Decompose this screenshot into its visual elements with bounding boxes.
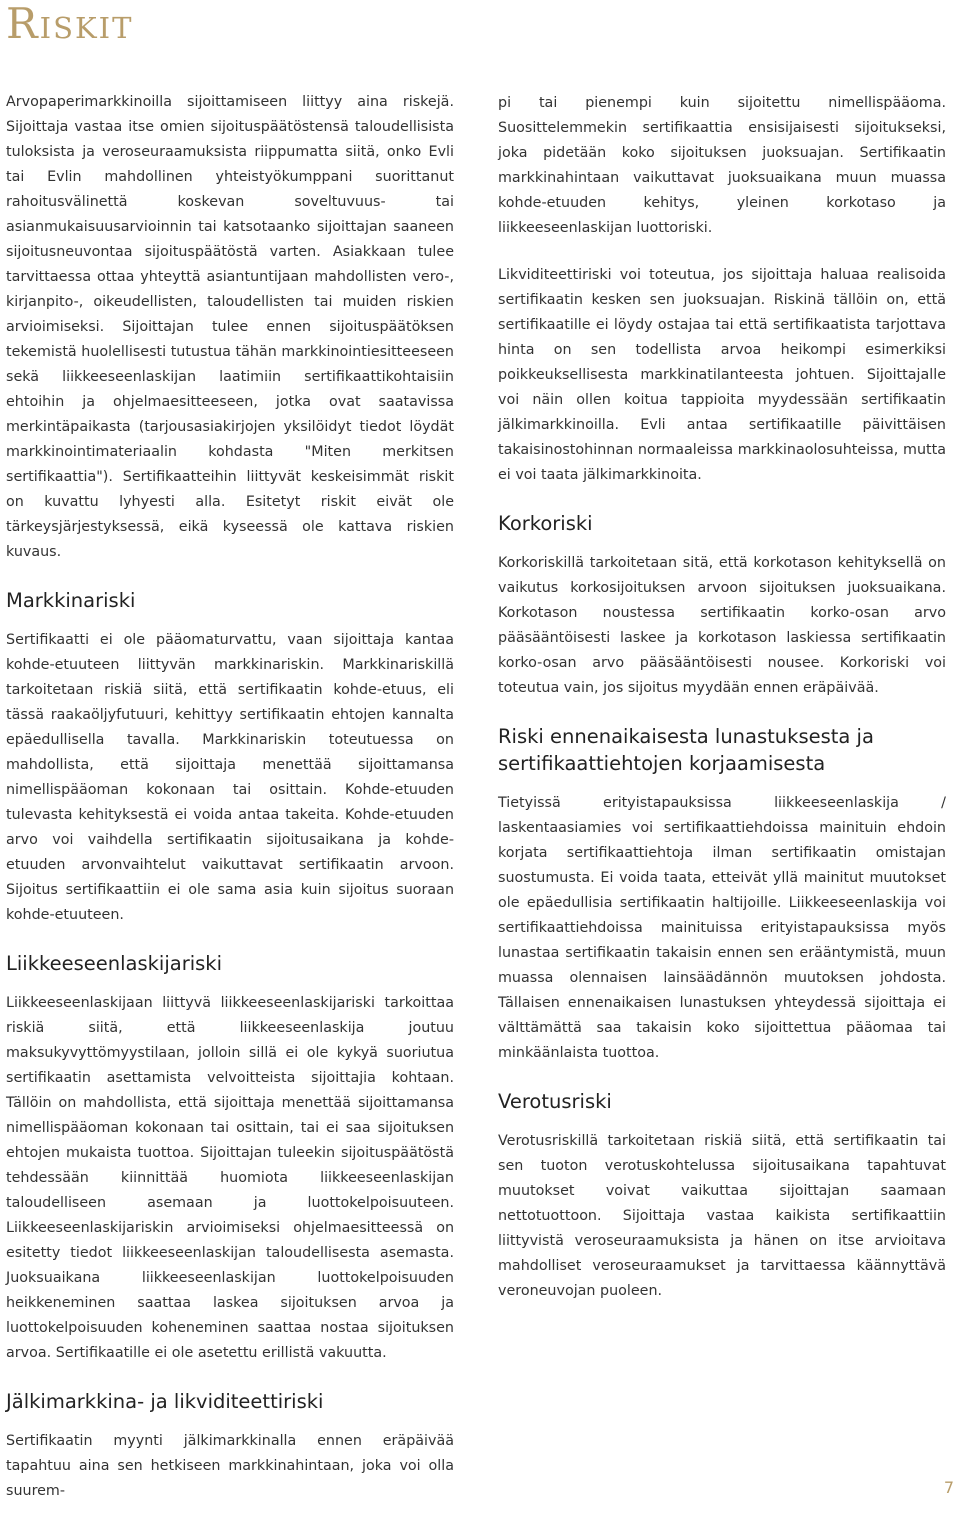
early-redemption-heading: Riski ennenaikaisesta lunastuksesta ja sertifikaattiehtojen korjaamisesta [498,725,874,775]
secondary-market-continued: pi tai pienempi kuin sijoitettu nimellispääoma. Suosittelemmekin sertifikaattia ensisijaisesti sijoitukseksi, joka pidetään koko sijoituksen juoksuajan. Sertifikaatin markkinahintaan vaikuttavat juoksuaikana muun muassa kohde-etuuden kehitys, yleinen korkotaso ja liikkeeseenlaskijan luottoriski. [498,95,946,236]
interest-risk-paragraph: Korkoriskillä tarkoitetaan sitä, että korkotason kehityksellä on vaikutus korkosijoituksen arvoon sijoituksen juoksuaikana. Korkotason noustessa sertifikaatin korko-osan arvo pääsääntöisesti laskee ja korkotason laskiessa sertifikaatin korko-osan arvo pääsääntöisesti nousee. Korkoriski voi toteutua vain, jos sijoitus myydään ennen eräpäivää. [498,555,946,696]
early-redemption-paragraph: Tietyissä erityistapauksissa liikkeeseenlaskija / laskentaasiamies voi sertifikaattiehdoissa mainituin ehdoin korjata sertifikaattiehtoja ilman sertifikaatin omistajan suostumusta. Ei voida taata, etteivät yllä mainitut muutokset ole epäedullisia sertifikaatin haltijoille. Liikkeeseenlaskija voi sertifikaattiehdoissa mainituissa erityistapauksissa myös lunastaa sertifikaatin takaisin ennen sen erääntymistä, muun muassa olennaisen lainsäädännön muutoksen johdosta. Tällaisen ennenaikaisen lunastuksen yhteydessä sijoittaja ei välttämättä saa takaisin koko sijoittettua pääomaa tai minkäänlaista tuottoa. [498,795,946,1061]
tax-risk-heading: Verotusriski [498,1090,612,1113]
market-risk-paragraph: Sertifikaatti ei ole pääomaturvattu, vaan sijoittaja kantaa kohde-etuuteen liittyvän markkinariskin. Markkinariskillä tarkoitetaan riskiä siitä, että sertifikaatin kohde-etuus, eli tässä raakaöljyfutuuri, kehittyy sertifikaatin ehtojen kannalta epäedullisella tavalla. Markkinariskin toteutuessa on mahdollista, että sijoittaja menettää sijoittamansa nimellispääoman kokonaan tai osittain. Kohde-etuuden tulevasta kehityksestä ei voida antaa takeita. Kohde-etuuden arvo voi vaihdella sertifikaatin sijoitusaikana ja kohde-etuuden arvonvaihtelut vaikuttavat sertifikaatin arvoon. Sijoitus sertifikaattiin ei ole sama asia kuin sijoitus suoraan kohde-etuuteen. [6,632,454,923]
right-column [498,91,946,1326]
secondary-market-paragraph: Sertifikaatin myynti jälkimarkkinalla ennen eräpäivää tapahtuu aina sen hetkiseen markkinahintaan, joka voi olla suurem- [6,1433,454,1499]
interest-risk-heading: Korkoriski [498,512,593,535]
issuer-risk-heading: Liikkeeseenlaskijariski [6,952,223,975]
liquidity-risk-paragraph: Likviditeettiriski voi toteutua, jos sijoittaja haluaa realisoida sertifikaatin kesken sen juoksuajan. Riskinä tällöin on, että sertifikaatille ei löydy ostajaa tai että sertifikaatista tarjottava hinta on sen todellista arvoa heikompi esimerkiksi poikkeuksellisesta markkinatilanteesta johtuen. Sijoittajalle voi näin ollen koitua tappioita myydessään sertifikaatin jälkimarkkinoilla. Evli antaa sertifikaatille päivittäisen takaisinostohinnan normaaleissa markkinaolosuhteissa, mutta ei voi taata jälkimarkkinoita. [498,267,946,483]
tax-risk-paragraph: Verotusriskillä tarkoitetaan riskiä siitä, että sertifikaatin tai sen tuoton verotuskohtelussa sijoitusaikana tapahtuvat muutokset voivat vaikuttaa sijoittajan saamaan nettotuottoon. Sijoittaja vastaa kaikista sertifikaattiin liittyvistä veroseuraamuksista ja hänen on itse arvioitava mahdolliset veroseuraamukset ja tarvittaessa käännyttävä veroneuvojan puoleen. [498,1133,946,1299]
intro-paragraph: Arvopaperimarkkinoilla sijoittamiseen liittyy aina riskejä. Sijoittaja vastaa itse omien sijoituspäätöstensä taloudellisista tuloksista ja veroseuraamuksista riippumatta siitä, onko Evli tai Evlin mahdollinen yhteistyökumppani suorittanut rahoitusvälinettä koskevan soveltuvuus- tai asianmukaisuusarvioinnin tai katsotaanko sijoittajan saaneen sijoitusneuvontaa sijoituspäätöstä varten. Asiakkaan tulee tarvittaessa ottaa yhteyttä asiantuntijaan mahdollisten vero-, kirjanpito-, oikeudellisten, taloudellisten tai muiden riskien arvioimiseksi. Sijoittajan tulee ennen sijoituspäätöksen tekemistä huolellisesti tutustua tähän markkinointiesitteeseen sekä liikkeeseenlaskijan laatimiin sertifikaattikohtaisiin ehtoihin ja ohjelmaesitteeseen, jotka ovat saatavissa merkintäpaikasta (tarjousasiakirjojen yksilöidyt tiedot löydät markkinointimateriaalin kohdasta "Miten merkitsen sertifikaattia"). Sertifikaatteihin liittyvät keskeisimmät riskit on kuvattu lyhyesti alla. Esitetyt riskit eivät ole tärkeysjärjestyksessä, eikä kyseessä ole kattava riskien kuvaus. [6,94,454,560]
left-column [6,90,454,1526]
page-number: 7 [943,1478,954,1497]
page-title: Riskit [6,0,134,48]
secondary-market-heading: Jälkimarkkina- ja likviditeettiriski [6,1390,324,1413]
issuer-risk-paragraph: Liikkeeseenlaskijaan liittyvä liikkeeseenlaskijariski tarkoittaa riskiä siitä, että liikkeeseenlaskija joutuu maksukyvyttömyystilaan, jolloin sillä ei ole kykyä suoriutua sertifikaatin asettamista velvoitteista sijoittajia kohtaan. Tällöin on mahdollista, että sijoittaja menettää sijoittamansa nimellispääoman kokonaan tai osittain, tai ei saa sijoituksen ehtojen mukaista tuottoa. Sijoittajan tuleekin sijoituspäätöstä tehdessään kiinnittää huomiota liikkeeseenlaskijan taloudelliseen asemaan ja luottokelpoisuuteen. Liikkeeseenlaskijariskin arvioimiseksi ohjelmaesitteessä on esitetty tiedot liikkeeseenlaskijan taloudellisesta asemasta. Juoksuaikana liikkeeseenlaskijan luottokelpoisuuden heikkeneminen saattaa laskea sijoituksen arvoa ja luottokelpoisuuden koheneminen saattaa nostaa sijoituksen arvoa. Sertifikaatille ei ole asetettu erillistä vakuutta. [6,995,454,1361]
market-risk-heading: Markkinariski [6,589,136,612]
